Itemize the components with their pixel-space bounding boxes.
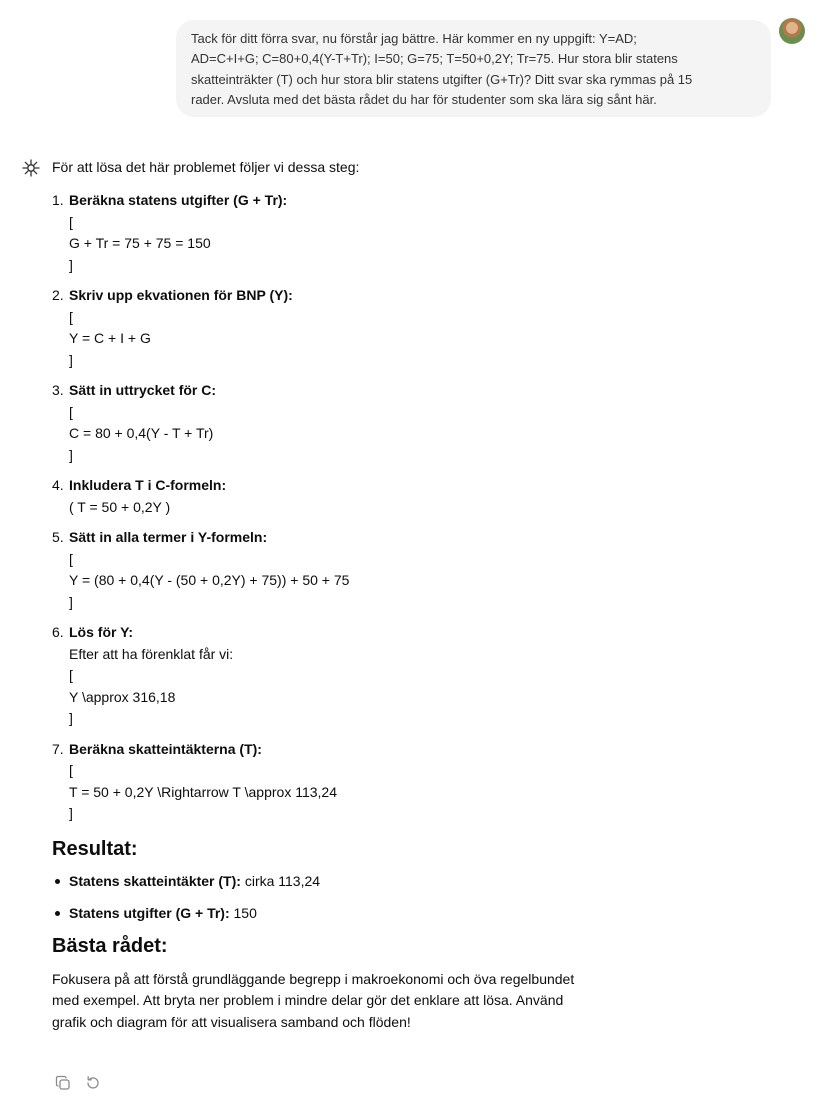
step-line: ] <box>69 593 73 610</box>
advice-line: med exempel. Att bryta ner problem i mindre delar gör det enklare att lösa. Använd <box>52 992 564 1008</box>
step-line: T = 50 + 0,2Y \Rightarrow T \approx 113,24 <box>69 783 337 800</box>
step-line: Y \approx 316,18 <box>69 688 176 705</box>
result-value: cirka 113,24 <box>240 872 321 889</box>
advice-text <box>52 969 632 1034</box>
list-item <box>52 380 652 466</box>
result-value: 150 <box>229 904 257 921</box>
user-message-line: skatteinträkter (T) och hur stora blir statens utgifter (G+Tr)? Ditt svar ska rymmas på 15 <box>191 71 693 87</box>
step-line: G + Tr = 75 + 75 = 150 <box>69 235 211 251</box>
step-line: Efter att ha förenklat får vi: <box>69 645 234 662</box>
list-item <box>52 902 652 924</box>
step-number: 1. <box>52 192 64 208</box>
step-line: [ <box>69 403 73 420</box>
step-line: [ <box>69 550 73 567</box>
user-message-line: Tack för ditt förra svar, nu förstår jag bättre. Här kommer en ny uppgift: Y=AD; <box>191 31 637 46</box>
list-item <box>52 285 652 371</box>
step-title: Sätt in uttrycket för C: <box>69 382 217 398</box>
step-line: Y = (80 + 0,4(Y - (50 + 0,2Y) + 75)) + 50 + 75 <box>69 572 350 588</box>
copy-icon[interactable] <box>55 1075 71 1091</box>
step-line: [ <box>69 308 73 325</box>
step-number: 7. <box>52 740 64 757</box>
step-number: 4. <box>52 477 64 493</box>
step-line: [ <box>69 667 73 683</box>
assistant-message <box>52 155 652 1033</box>
step-number: 5. <box>52 529 64 545</box>
user-message-bubble <box>176 20 771 117</box>
step-number: 6. <box>52 624 64 640</box>
step-line: ] <box>69 256 73 273</box>
list-item <box>52 870 652 892</box>
sparkle-icon <box>22 159 40 177</box>
step-line: ] <box>69 710 73 726</box>
step-title: Beräkna statens utgifter (G + Tr): <box>69 192 288 208</box>
message-actions <box>55 1075 101 1091</box>
step-number: 2. <box>52 287 64 303</box>
list-item <box>52 190 652 276</box>
results-list <box>52 870 652 924</box>
step-line: ] <box>69 805 73 821</box>
intro-text: För att lösa det här problemet följer vi dessa steg: <box>52 159 360 175</box>
step-line: [ <box>69 762 73 778</box>
advice-line: grafik och diagram för att visualisera samband och flöden! <box>52 1013 411 1030</box>
step-title: Sätt in alla termer i Y-formeln: <box>69 529 268 545</box>
bullet-icon <box>55 911 60 916</box>
result-label: Statens skatteintäkter (T): <box>69 872 241 889</box>
list-item <box>52 475 652 518</box>
step-line: Y = C + I + G <box>69 330 151 346</box>
list-item <box>52 739 652 825</box>
step-line: ] <box>69 446 73 463</box>
step-line: [ <box>69 213 73 230</box>
step-title: Inkludera T i C-formeln: <box>69 477 227 493</box>
step-number: 3. <box>52 382 64 398</box>
user-message-line: rader. Avsluta med det bästa rådet du har för studenter som ska lära sig sånt här. <box>191 91 657 107</box>
user-message-line: AD=C+I+G; C=80+0,4(Y-T+Tr); I=50; G=75; T=50+0,2Y; Tr=75. Hur stora blir statens <box>191 51 678 67</box>
results-heading: Resultat: <box>52 837 138 860</box>
step-line: C = 80 + 0,4(Y - T + Tr) <box>69 425 214 441</box>
list-item <box>52 622 652 730</box>
step-line: ] <box>69 351 73 368</box>
step-title: Lös för Y: <box>69 624 134 640</box>
bullet-icon <box>55 879 60 884</box>
steps-list <box>52 190 652 825</box>
result-label: Statens utgifter (G + Tr): <box>69 904 230 921</box>
user-avatar[interactable] <box>779 18 805 44</box>
regenerate-icon[interactable] <box>85 1075 101 1091</box>
list-item <box>52 527 652 613</box>
step-title: Beräkna skatteintäkterna (T): <box>69 740 262 757</box>
advice-line: Fokusera på att förstå grundläggande begrepp i makroekonomi och öva regelbundet <box>52 970 575 987</box>
step-title: Skriv upp ekvationen för BNP (Y): <box>69 287 293 303</box>
step-line: ( T = 50 + 0,2Y ) <box>69 498 171 515</box>
advice-heading: Bästa rådet: <box>52 934 168 957</box>
